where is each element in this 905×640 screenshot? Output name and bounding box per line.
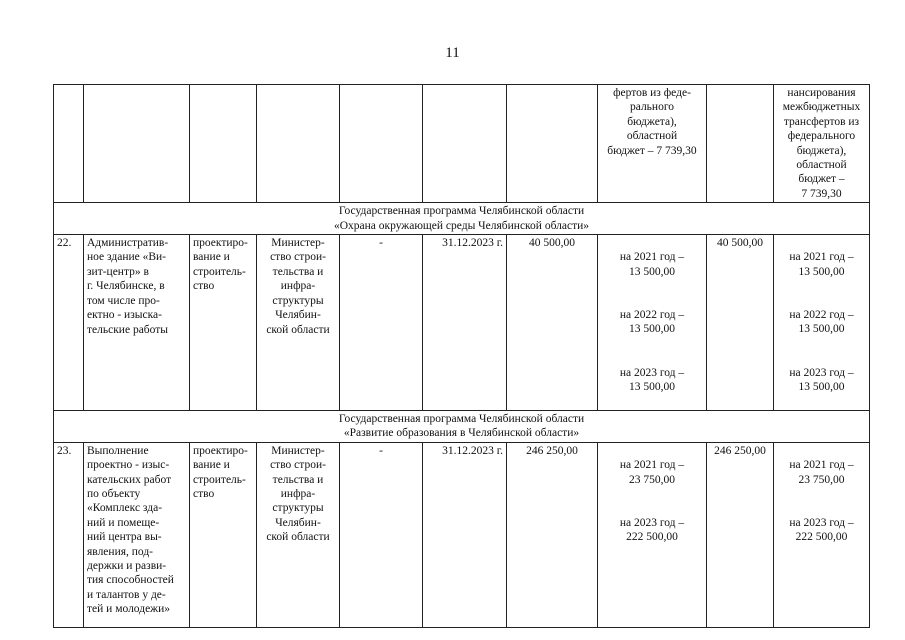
cell-empty [54,85,84,203]
cell-empty [507,85,598,203]
cell-dash: - [340,442,423,627]
cell-deadline: 31.12.2023 г. [423,235,507,411]
cell-object-name: Административ- ное здание «Ви- зит-центр» в г. Челябинске, в том числе про- ектно - изыска- тельские работы [84,235,190,411]
section-header-row [54,203,870,235]
financing-entry: на 2021 год – 23 750,00 [789,459,854,486]
cell-empty [707,85,774,203]
cell-row-number: 22. [54,235,84,411]
financing-entry: на 2022 год – 13 500,00 [619,309,685,336]
cell-empty [423,85,507,203]
cell-deadline: 31.12.2023 г. [423,442,507,627]
cell-work-type: проектиро- вание и строитель- ство [190,442,257,627]
section-title-line1: Государственная программа Челябинской области [338,205,585,218]
cell-row-number: 23. [54,442,84,627]
cell-client: Министер- ство строи- тельства и инфра- структуры Челябин- ской области [257,442,340,627]
cell-cost: 246 250,00 [507,442,598,627]
section-title [54,203,870,235]
cell-empty [257,85,340,203]
table-row-continuation [54,85,870,203]
page-number: 11 [445,45,460,61]
cell-financing-note: нансирования межбюджетных трансфертов из федерального бюджета), областной бюджет – 7 739,30 [774,85,870,203]
cell-cost: 40 500,00 [507,235,598,411]
section-title-line2: «Охрана окружающей среды Челябинской области» [333,219,590,232]
section-title [54,410,870,442]
cell-total: 246 250,00 [707,442,774,627]
cell-work-type: проектиро- вание и строитель- ство [190,235,257,411]
cell-dash: - [340,235,423,411]
section-title-line1: Государственная программа Челябинской области [338,412,585,425]
cell-empty [340,85,423,203]
financing-entry: на 2023 год – 13 500,00 [619,366,685,394]
cell-empty [190,85,257,203]
cell-financing [598,235,707,411]
cell-empty [84,85,190,203]
section-header-row [54,410,870,442]
cell-client: Министер- ство строи- тельства и инфра- структуры Челябин- ской области [257,235,340,411]
financing-entry: на 2023 год – 222 500,00 [619,516,685,544]
cell-financing-2 [774,235,870,411]
table-row-23 [54,442,870,627]
financing-entry: на 2022 год – 13 500,00 [789,309,854,336]
financing-entry: на 2021 год – 23 750,00 [619,459,685,486]
cell-object-name: Выполнение проектно - изыс- кательских работ по объекту «Комплекс зда- ний и помеще- ний центра вы- явления, под- держки и разви- тия способностей и талантов у де- тей и молодежи» [84,442,190,627]
section-title-line2: «Развитие образования в Челябинской области» [343,427,580,440]
cell-total: 40 500,00 [707,235,774,411]
cell-financing [598,442,707,627]
table-row-22 [54,235,870,411]
cell-financing-2 [774,442,870,627]
projects-table [53,84,870,628]
cell-federal-note: фертов из феде- рального бюджета), областной бюджет – 7 739,30 [598,85,707,203]
financing-entry: на 2021 год – 13 500,00 [789,251,854,278]
financing-entry: на 2021 год – 13 500,00 [619,251,685,278]
financing-entry: на 2023 год – 222 500,00 [789,516,854,544]
financing-entry: на 2023 год – 13 500,00 [789,366,854,394]
